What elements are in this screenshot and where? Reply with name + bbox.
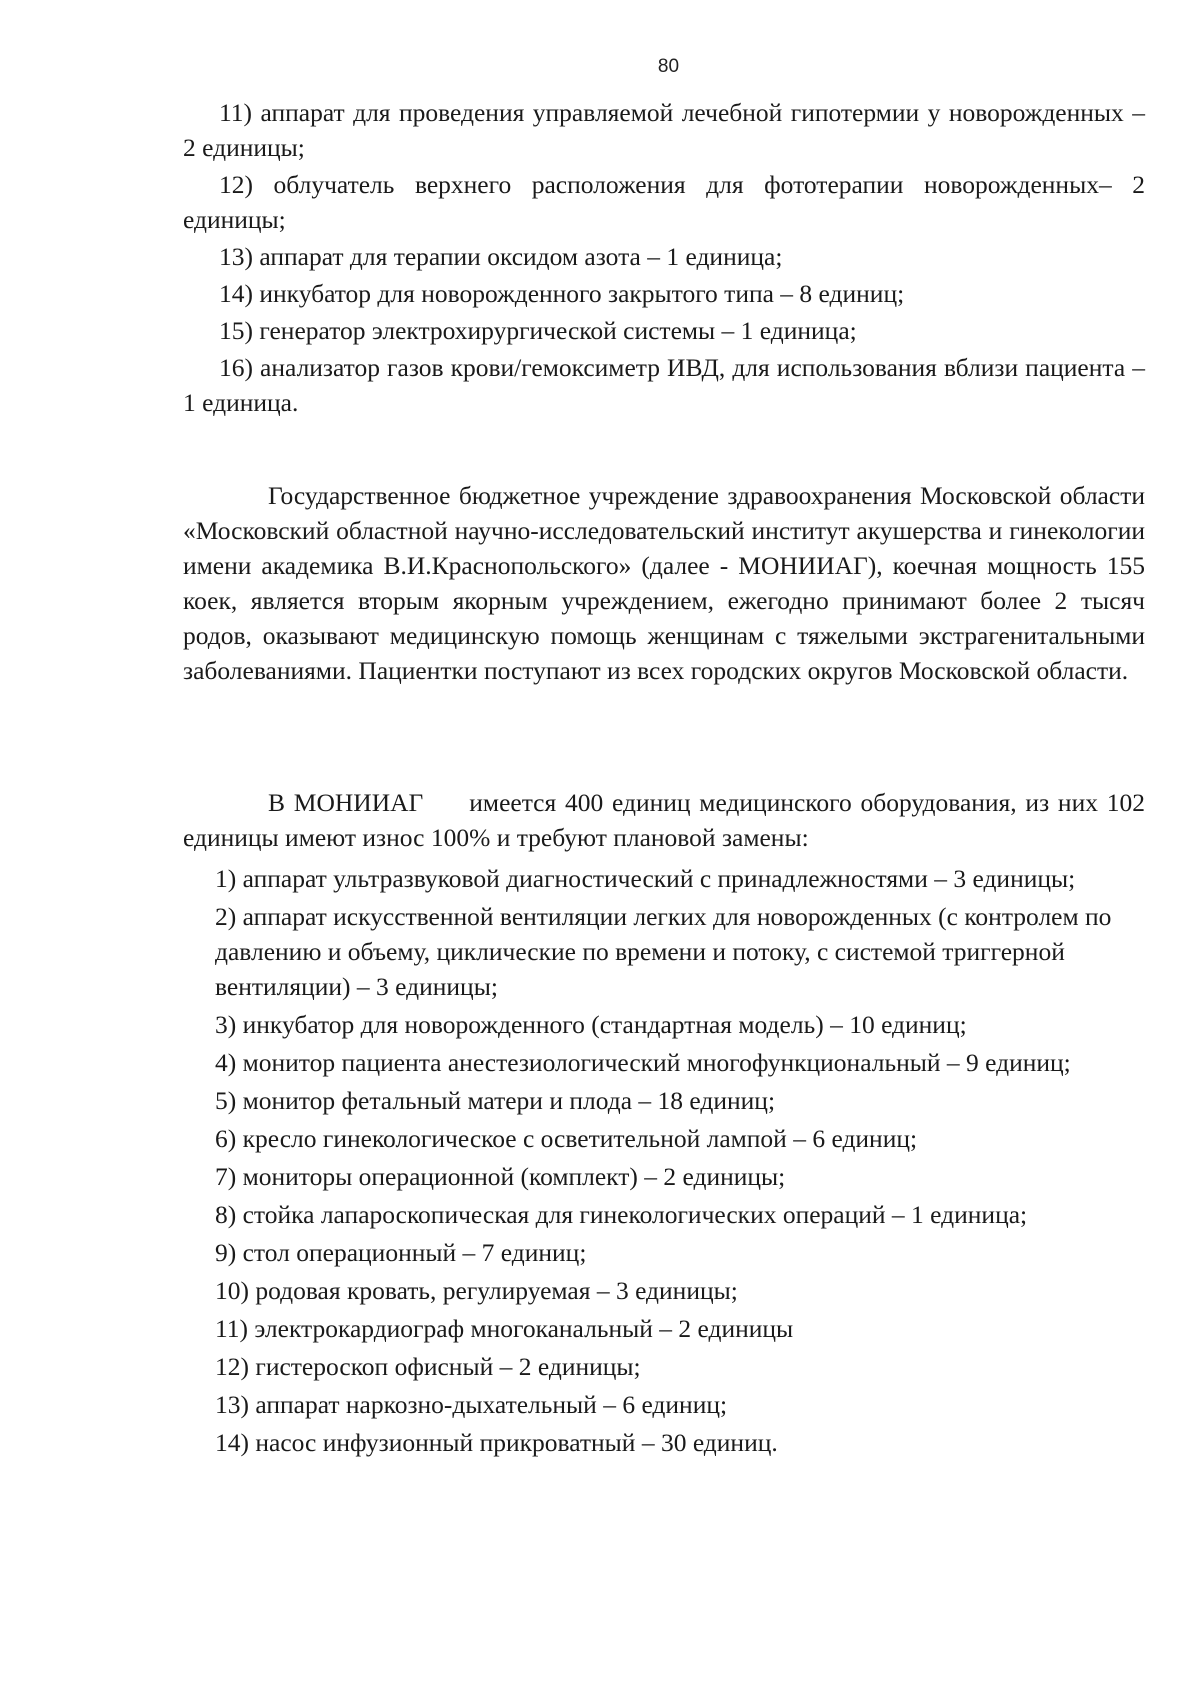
list-item: 2) аппарат искусственной вентиляции легких для новорожденных (с контролем по давлению и объему, циклические по времени и потоку, с системой триггерной вентиляции) – 3 единицы;	[215, 902, 1112, 1001]
equipment-intro	[183, 785, 1145, 855]
list-item: 14) инкубатор для новорожденного закрытого типа – 8 единиц;	[219, 279, 905, 308]
list-item: 11) аппарат для проведения управляемой лечебной гипотермии у новорожденных – 2 единицы;	[183, 98, 1145, 162]
top-equipment-list	[183, 95, 1145, 422]
list-item: 13) аппарат наркозно-дыхательный – 6 единиц;	[215, 1390, 728, 1419]
list-item: 7) мониторы операционной (комплект) – 2 единицы;	[215, 1162, 786, 1191]
equipment-list	[183, 861, 1145, 1460]
list-item: 8) стойка лапароскопическая для гинекологических операций – 1 единица;	[215, 1200, 1028, 1229]
equipment-intro-lead: В МОНИИАГ	[268, 788, 424, 817]
list-item: 14) насос инфузионный прикроватный – 30 единиц.	[215, 1428, 778, 1457]
list-item: 9) стол операционный – 7 единиц;	[215, 1238, 587, 1267]
equipment-section	[183, 785, 1145, 1463]
list-item: 16) анализатор газов крови/гемоксиметр ИВД, для использования вблизи пациента – 1 единица.	[183, 353, 1145, 417]
list-item: 10) родовая кровать, регулируемая – 3 единицы;	[215, 1276, 738, 1305]
institution-section	[183, 478, 1145, 688]
list-item: 3) инкубатор для новорожденного (стандартная модель) – 10 единиц;	[215, 1010, 967, 1039]
list-item: 12) облучатель верхнего расположения для фототерапии новорожденных– 2 единицы;	[183, 170, 1145, 234]
institution-paragraph: Государственное бюджетное учреждение здравоохранения Московской области «Московский областной научно-исследовательский институт акушерства и гинекологии имени академика В.И.Краснопольского» (далее - МОНИИАГ), коечная мощность 155 коек, является вторым якорным учреждением, ежегодно принимают более 2 тысяч родов, оказывают медицинскую помощь женщинам с тяжелыми экстрагенитальными заболеваниями. Пациентки поступают из всех городских округов Московской области.	[183, 481, 1145, 685]
list-item: 1) аппарат ультразвуковой диагностический с принадлежностями – 3 единицы;	[215, 864, 1076, 893]
list-item: 5) монитор фетальный матери и плода – 18 единиц;	[215, 1086, 776, 1115]
list-item: 13) аппарат для терапии оксидом азота – 1 единица;	[219, 242, 783, 271]
page-number: 80	[657, 56, 680, 77]
list-item: 12) гистероскоп офисный – 2 единицы;	[215, 1352, 641, 1381]
list-item: 15) генератор электрохирургической системы – 1 единица;	[219, 316, 857, 345]
list-item: 4) монитор пациента анестезиологический многофункциональный – 9 единиц;	[215, 1048, 1071, 1077]
list-item: 11) электрокардиограф многоканальный – 2 единицы	[215, 1314, 794, 1343]
list-item: 6) кресло гинекологическое с осветительной лампой – 6 единиц;	[215, 1124, 918, 1153]
equipment-intro-text: имеется 400 единиц медицинского оборудования, из них 102 единицы имеют износ 100% и требуют плановой замены:	[183, 788, 1145, 852]
